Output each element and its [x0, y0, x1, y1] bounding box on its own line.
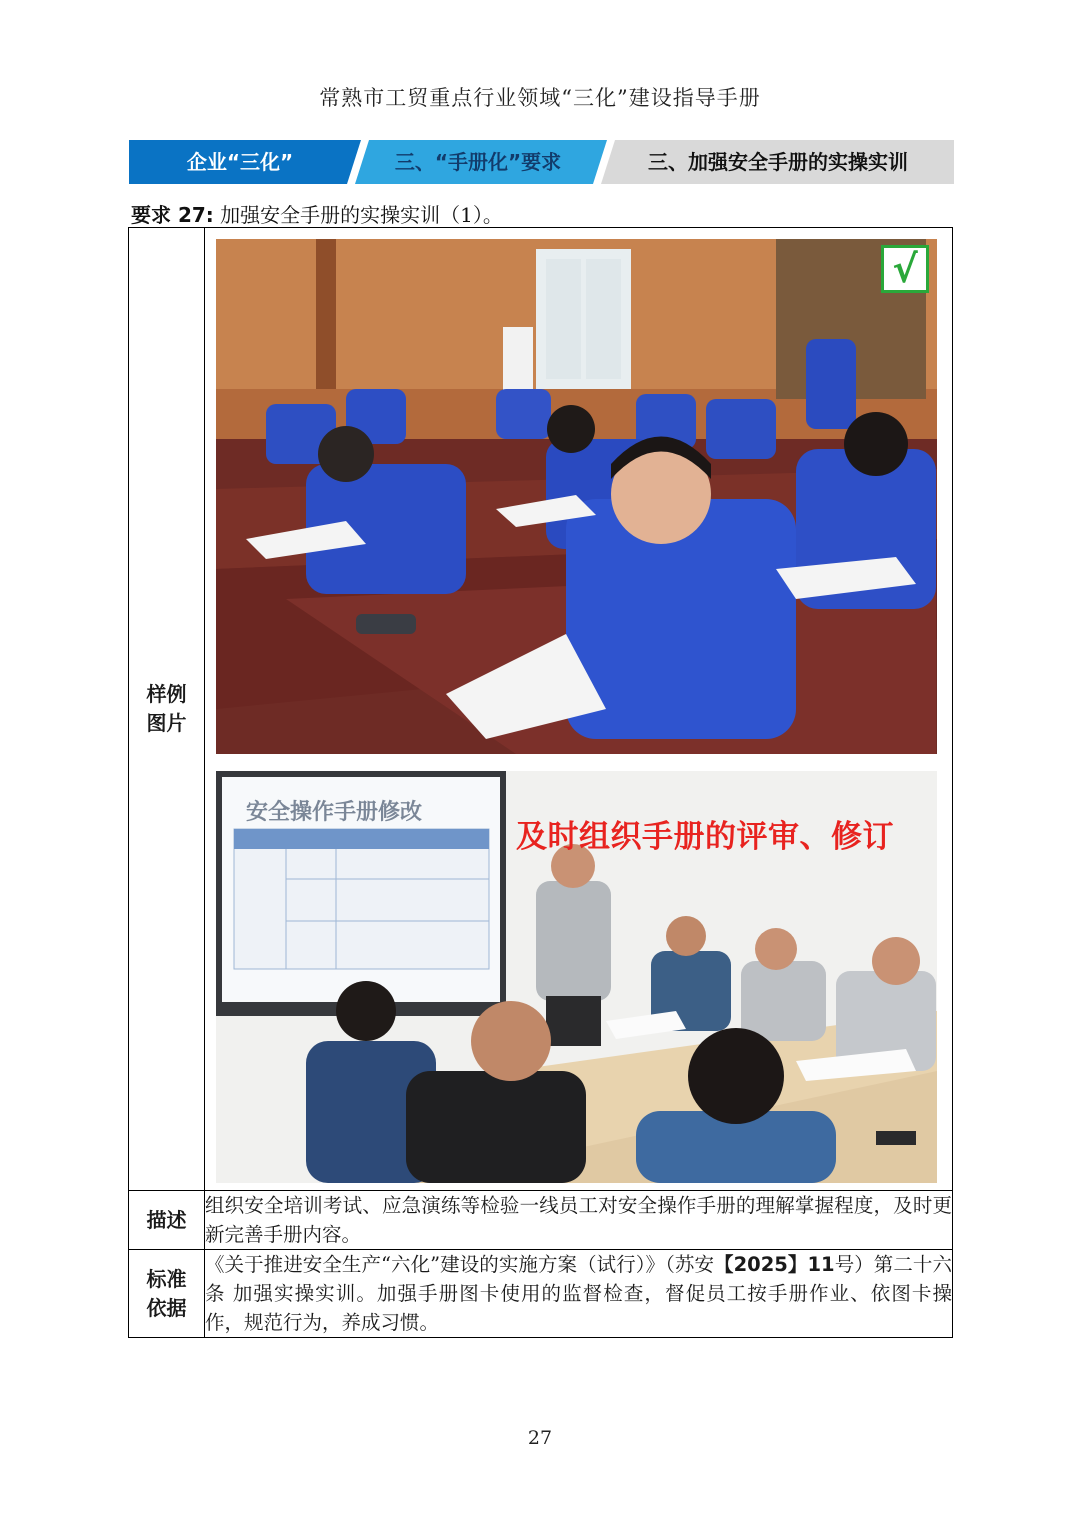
basis-label-line1: 标准 — [146, 1266, 187, 1291]
section-tab-bar — [129, 140, 954, 184]
requirement-text: 加强安全手册的实操实训（1）。 — [220, 203, 503, 227]
slide-title: 安全操作手册修改 — [246, 800, 423, 825]
photos-cell — [205, 228, 953, 1191]
basis-label-cell — [129, 1250, 205, 1338]
basis-row — [129, 1250, 953, 1338]
checkmark-icon: √ — [881, 245, 929, 293]
photos-label-line1: 样例 — [146, 682, 187, 706]
description-text: 组织安全培训考试、应急演练等检验一线员工对安全操作手册的理解掌握程度，及时更新完善手册内容。 — [205, 1191, 953, 1250]
document-header: 常熟市工贸重点行业领域“三化”建设指导手册 — [319, 86, 761, 110]
basis-label-line2: 依据 — [146, 1295, 187, 1320]
requirement-line — [131, 199, 503, 228]
photo-caption: 及时组织手册的评审、修订 — [516, 819, 894, 855]
exam-hall-photo — [216, 239, 937, 754]
basis-text-start: 《关于推进安全生产“六化”建设的实施方案（试行）》（苏安 — [205, 1253, 715, 1276]
photos-label-cell — [129, 228, 205, 1191]
tab-manual-training: 三、加强安全手册的实操实训 — [648, 150, 908, 174]
photos-row — [129, 228, 953, 1191]
photos-label-line2: 图片 — [146, 711, 187, 735]
basis-text-end: 号）第二十六条 加强实操实训。加强手册图卡使用的监督检查，督促员工按手册作业、依图卡操作，规范行为，养成习惯。 — [205, 1253, 952, 1334]
requirement-label: 要求 27: — [131, 203, 214, 227]
description-label: 描述 — [129, 1191, 205, 1250]
description-row — [129, 1191, 953, 1250]
exam-hall-illustration — [216, 239, 937, 754]
basis-text — [205, 1250, 953, 1338]
tab-manual-requirement: 三、“手册化”要求 — [394, 150, 562, 174]
requirement-table — [128, 227, 953, 1338]
basis-document-number: 【2025】11 — [714, 1253, 835, 1276]
tab-enterprise-three: 企业“三化” — [186, 150, 294, 174]
manual-review-photo — [216, 771, 937, 1183]
page-number: 27 — [527, 1427, 553, 1449]
